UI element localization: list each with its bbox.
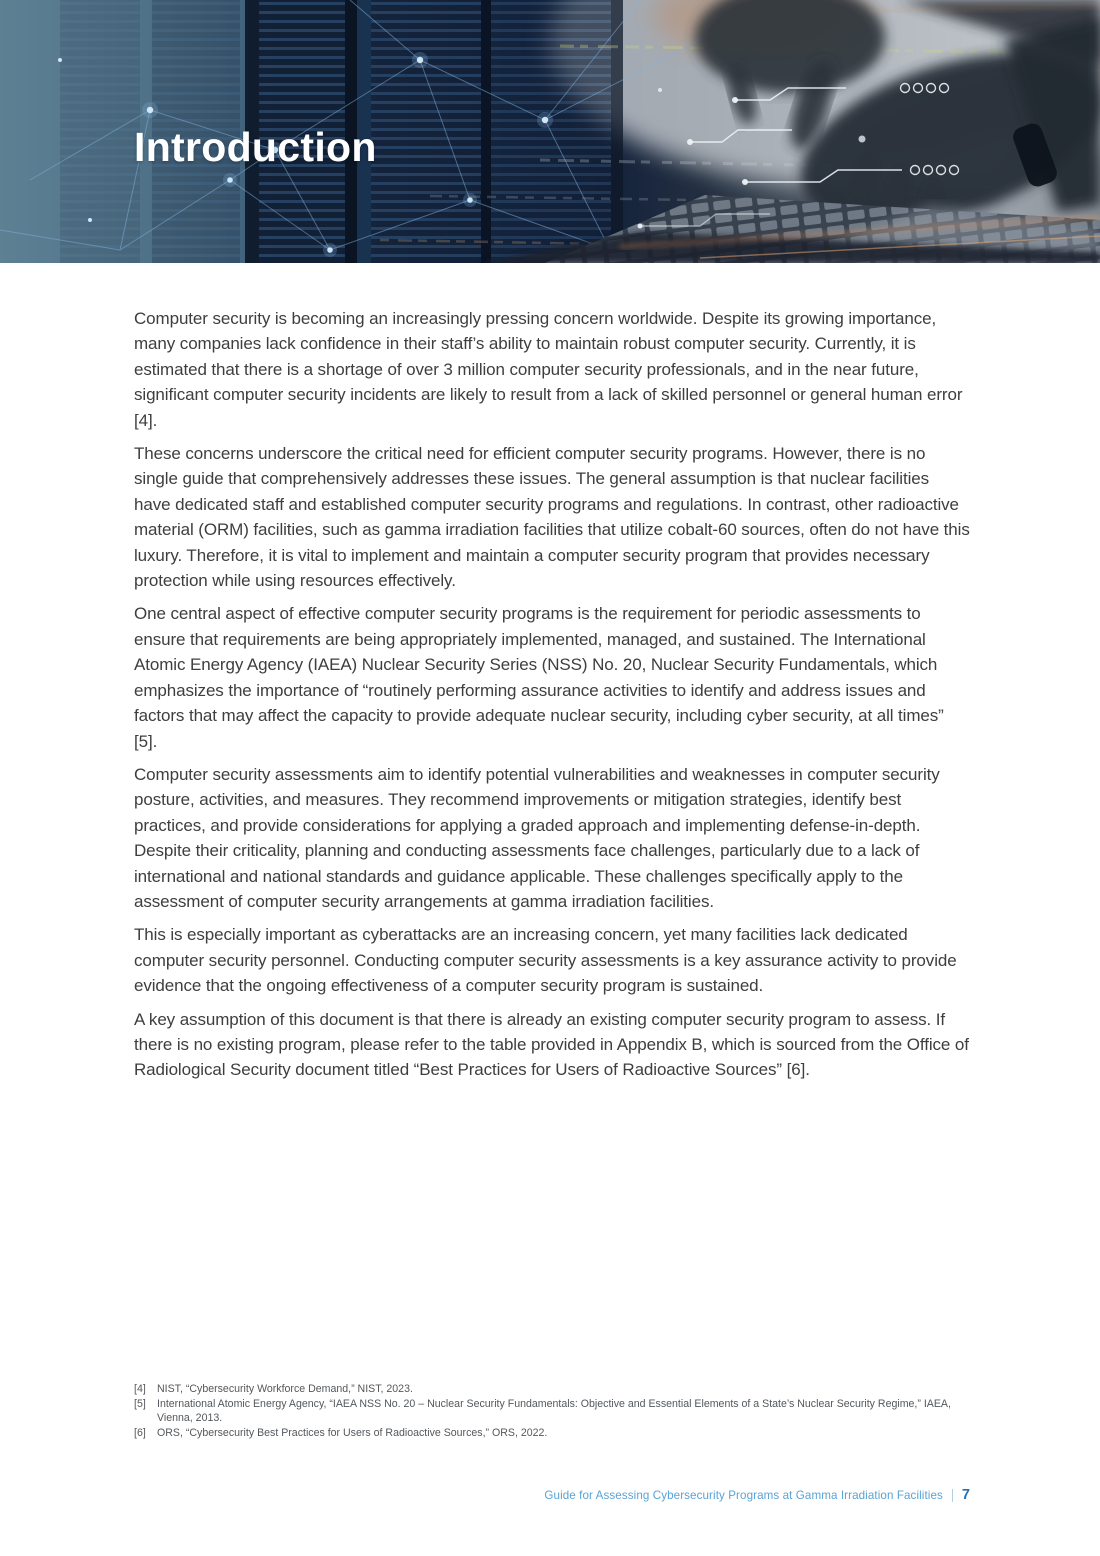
paragraph: This is especially important as cyberattacks are an increasing concern, yet many facilities lack dedicated computer security personnel. Conducting computer security assessments is a key assurance activity to provide evidence that the ongoing effectiveness of a computer security program is sustained. <box>134 925 957 996</box>
footnote <box>134 1426 978 1441</box>
page-title: Introduction <box>134 124 377 170</box>
footnote-marker: [4] <box>134 1383 146 1395</box>
footer-divider <box>952 1489 953 1502</box>
footnote-text: International Atomic Energy Agency, “IAEA NSS No. 20 – Nuclear Security Fundamentals: Objective and Essential Elements of a State’s Nuclear Security Regime,” IAEA, Vienna, 2013. <box>157 1397 951 1425</box>
footnote-text: NIST, “Cybersecurity Workforce Demand,” NIST, 2023. <box>157 1383 413 1395</box>
footnote-marker: [5] <box>134 1397 146 1410</box>
header-banner <box>0 0 1100 263</box>
body-content <box>134 306 970 1091</box>
paragraph: One central aspect of effective computer security programs is the requirement for periodic assessments to ensure that requirements are being appropriately implemented, managed, and sustained. The International Atomic Energy Agency (IAEA) Nuclear Security Series (NSS) No. 20, Nuclear Security Fundamentals, which emphasizes the importance of “routinely performing assurance activities to identify and address issues and factors that may affect the capacity to provide adequate nuclear security, including cyber security, at all times” [5]. <box>134 604 944 751</box>
footnote <box>134 1382 978 1397</box>
paragraph: A key assumption of this document is that there is already an existing computer security program to assess. If there is no existing program, please refer to the table provided in Appendix B, which is sourced from the Office of Radiological Security document titled “Best Practices for Users of Radioactive Sources” [6]. <box>134 1009 969 1080</box>
paragraph: Computer security assessments aim to identify potential vulnerabilities and weaknesses in computer security posture, activities, and measures. They recommend improvements or mitigation strategies, identify best practices, and provide considerations for applying a graded approach and implementing defense-in-depth. Despite their criticality, planning and conducting assessments face challenges, particularly due to a lack of international and national standards and guidance applicable. These challenges specifically apply to the assessment of computer security arrangements at gamma irradiation facilities. <box>134 764 940 911</box>
footer-page-number: 7 <box>961 1487 970 1503</box>
paragraph: Computer security is becoming an increasingly pressing concern worldwide. Despite its growing importance, many companies lack confidence in their staff’s ability to maintain robust computer security. Currently, it is estimated that there is a shortage of over 3 million computer security professionals, and in the near future, significant computer security incidents are likely to result from a lack of skilled personnel or general human error [4]. <box>134 309 963 430</box>
footnotes <box>134 1382 978 1440</box>
footnote-marker: [6] <box>134 1426 146 1439</box>
page-footer <box>544 1487 970 1503</box>
footnote <box>134 1397 978 1426</box>
footnote-text: ORS, “Cybersecurity Best Practices for Users of Radioactive Sources,” ORS, 2022. <box>157 1426 548 1439</box>
footer-document-title: Guide for Assessing Cybersecurity Programs at Gamma Irradiation Facilities <box>544 1488 943 1502</box>
paragraph: These concerns underscore the critical need for efficient computer security programs. However, there is no single guide that comprehensively addresses these issues. The general assumption is that nuclear facilities have dedicated staff and established computer security programs and regulations. In contrast, other radioactive material (ORM) facilities, such as gamma irradiation facilities that utilize cobalt-60 sources, often do not have this luxury. Therefore, it is vital to implement and maintain a computer security program that provides necessary protection while using resources effectively. <box>134 444 970 591</box>
